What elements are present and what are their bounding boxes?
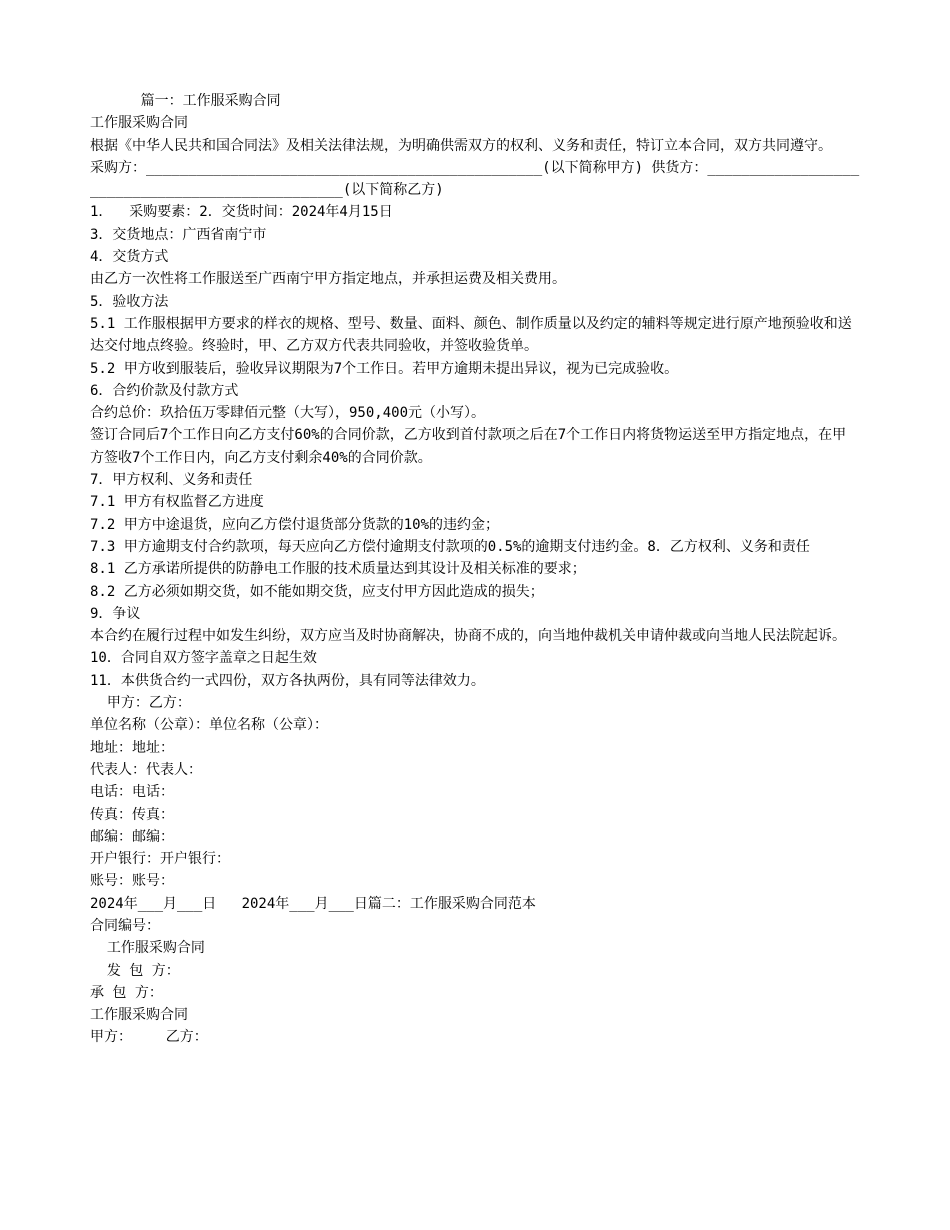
signature-parties: 甲方：乙方： [90,695,191,712]
clause-1-2: 1． 采购要素：2．交货时间：2024年4月15日 [90,204,393,221]
second-contract-parties: 甲方： 乙方： [90,1029,208,1046]
clause-9-body: 本合约在履行过程中如发生纠纷，双方应当及时协商解决，协商不成的，向当地仲裁机关申请仲裁或向当地人民法院起诉。 [90,628,846,645]
clause-10: 10．合同自双方签字盖章之日起生效 [90,650,317,667]
signature-account: 账号：账号： [90,873,174,890]
clause-5-heading: 5．验收方法 [90,293,169,310]
clause-7-3: 7.3 甲方逾期支付合约款项，每天应向乙方偿付逾期支付款项的0.5%的逾期支付违约金。8．乙方权利、义务和责任 [90,538,810,555]
signature-bank: 开户银行：开户银行： [90,851,230,868]
signature-representative: 代表人：代表人： [90,761,202,778]
signature-phone: 电话：电话： [90,784,174,801]
second-contract-title: 工作服采购合同 [90,940,205,957]
clause-8-1: 8.1 乙方承诺所提供的防静电工作服的技术质量达到其设计及相关标准的要求； [90,561,586,578]
contractor-label: 承 包 方： [90,984,163,1001]
clause-5-1: 5.1 工作服根据甲方要求的样衣的规格、型号、数量、面料、颜色、制作质量以及约定的辅料等规定进行原产地预验收和送达交付地点终验。终验时，甲、乙方双方代表共同验收，并签收验货单。 [90,315,852,355]
clause-4-body: 由乙方一次性将工作服送至广西南宁甲方指定地点，并承担运费及相关费用。 [90,271,566,288]
clause-9-heading: 9．争议 [90,605,141,622]
second-contract-subtitle: 工作服采购合同 [90,1007,188,1024]
section-heading: 篇一：工作服采购合同 [90,93,281,109]
preamble-paragraph: 根据《中华人民共和国合同法》及相关法律法规，为明确供需双方的权利、义务和责任，特订立本合同，双方共同遵守。 [90,137,832,154]
parties-line: 采购方：_______________________________________________(以下简称甲方) 供货方：________________________________________________(以下简称乙方) [90,159,860,199]
signature-postcode: 邮编：邮编： [90,828,174,845]
issuer-label: 发 包 方： [90,962,180,979]
clause-5-2: 5.2 甲方收到服装后，验收异议期限为7个工作日。若甲方逾期未提出异议，视为已完成验收。 [90,360,679,377]
signature-fax: 传真：传真： [90,806,174,823]
clause-7-heading: 7．甲方权利、义务和责任 [90,472,253,489]
clause-11: 11．本供货合约一式四份，双方各执两份，具有同等法律效力。 [90,672,485,689]
clause-4-heading: 4．交货方式 [90,249,169,266]
total-price-line: 合约总价：玖拾伍万零肆佰元整（大写），950,400元（小写）。 [90,405,485,422]
payment-terms: 签订合同后7个工作日向乙方支付60%的合同价款，乙方收到首付款项之后在7个工作日内将货物运送至甲方指定地点，在甲方签收7个工作日内，向乙方支付剩余40%的合同价款。 [90,427,847,466]
contract-number-label: 合同编号： [90,917,160,934]
signature-address: 地址：地址： [90,739,174,756]
clause-6-heading: 6．合约价款及付款方式 [90,382,239,399]
contract-title: 工作服采购合同 [90,115,188,132]
clause-3: 3．交货地点：广西省南宁市 [90,226,267,243]
signature-date-line: 2024年___月___日 2024年___月___日篇二：工作服采购合同范本 [90,895,536,912]
clause-7-1: 7.1 甲方有权监督乙方进度 [90,494,264,511]
contract-document [90,90,860,1049]
signature-company-name: 单位名称（公章）：单位名称（公章）： [90,717,328,734]
clause-7-2: 7.2 甲方中途退货，应向乙方偿付退货部分货款的10%的违约金； [90,516,499,533]
clause-8-2: 8.2 乙方必须如期交货，如不能如期交货，应支付甲方因此造成的损失； [90,583,544,600]
